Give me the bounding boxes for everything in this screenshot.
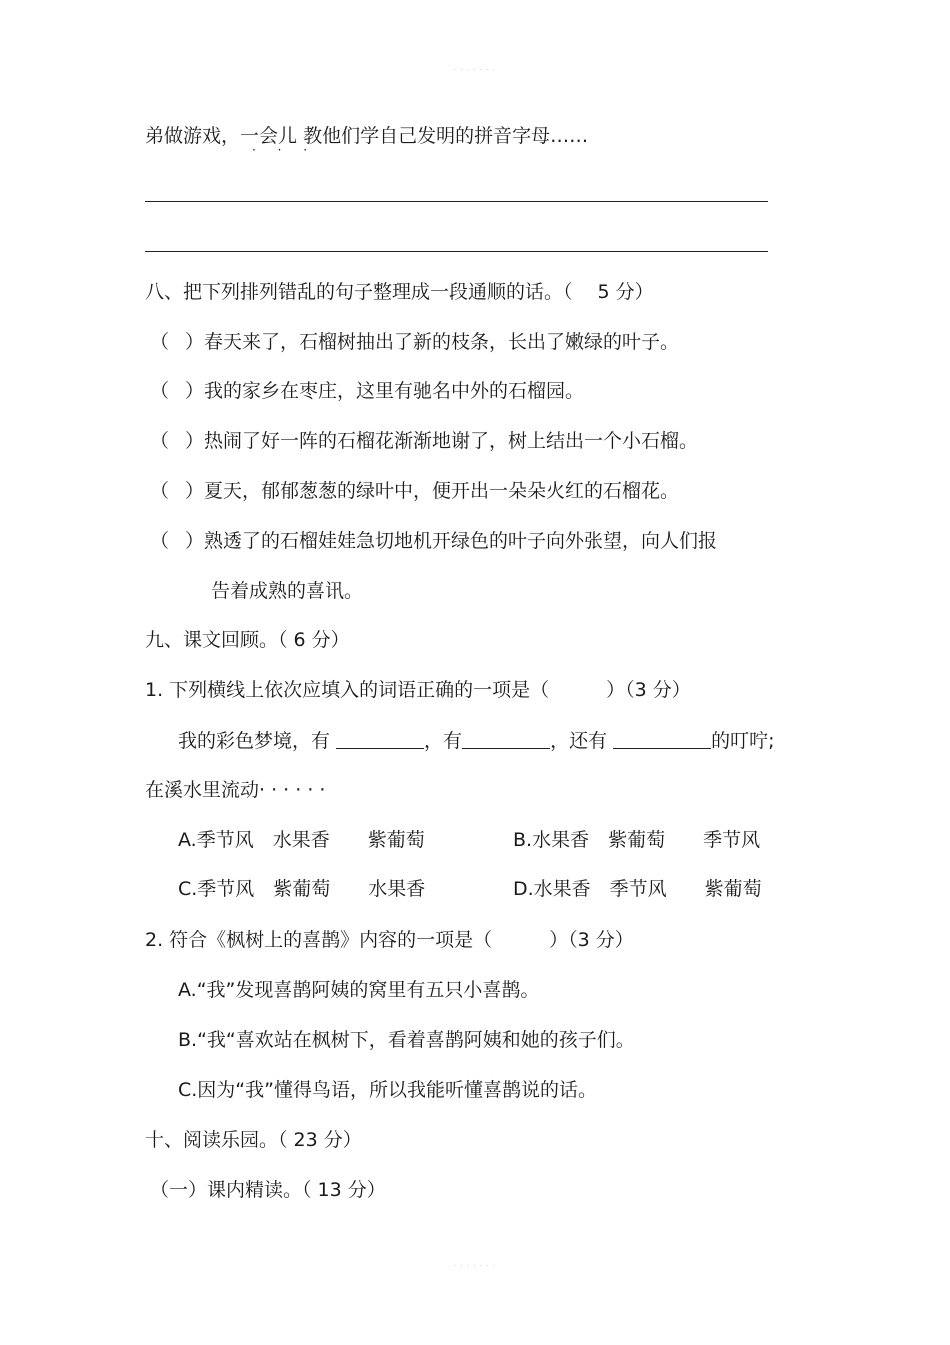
sentence-part: ，还有	[550, 730, 614, 752]
sentence-part: 我的彩色梦境，有	[178, 730, 337, 752]
header-dots: . . . . . . .	[454, 64, 496, 72]
sentence-item	[150, 529, 717, 553]
continued-sentence	[145, 124, 589, 157]
question-2-option-c[interactable]: C.因为“我”懂得鸟语，所以我能听懂喜鹊说的话。	[178, 1079, 597, 1101]
emphasis-word	[240, 124, 317, 157]
sentence-text: 我的家乡在枣庄，这里有驰名中外的石榴园。	[204, 380, 585, 402]
answer-line-2[interactable]	[145, 251, 768, 252]
sentence-item	[150, 379, 584, 403]
sentence-item	[150, 429, 698, 453]
question-1-option-a[interactable]: A.季节风 水果香 紫葡萄	[178, 829, 425, 851]
question-1-option-b[interactable]: B.水果香 紫葡萄 季节风	[513, 829, 761, 851]
sentence-part: 的叮咛;	[711, 730, 775, 752]
fill-blank-1[interactable]	[336, 728, 424, 749]
sentence-text: 夏天，郁郁葱葱的绿叶中，便开出一朵朵火红的石榴花。	[204, 480, 680, 502]
sentence-text: 熟透了的石榴娃娃急切地机开绿色的叶子向外张望，向人们报	[204, 530, 718, 552]
sentence-item	[150, 479, 679, 503]
question-2-stem: 2. 符合《枫树上的喜鹊》内容的一项是（ ）（3 分）	[145, 929, 634, 951]
order-paren-close: ）	[185, 430, 205, 452]
order-paren-close: ）	[185, 530, 205, 552]
section-9-title: 九、课文回顾。（ 6 分）	[145, 629, 350, 651]
section-8-title: 八、把下列排列错乱的句子整理成一段通顺的话。（ 5 分）	[145, 281, 654, 303]
order-paren-open: （	[150, 380, 170, 402]
emphasis-dots: · · ·	[252, 143, 317, 157]
question-1-sentence	[178, 728, 775, 753]
text-after: 教他们学自己发明的拼音字母……	[297, 125, 589, 147]
section-10-title: 十、阅读乐园。（ 23 分）	[145, 1129, 362, 1151]
sentence-text: 春天来了，石榴树抽出了新的枝条，长出了嫩绿的叶子。	[204, 331, 680, 353]
order-paren-close: ）	[185, 380, 205, 402]
emphasis-word-text: 一会儿	[240, 125, 298, 147]
sentence-continuation: 告着成熟的喜讯。	[211, 580, 364, 602]
order-paren-open: （	[150, 430, 170, 452]
fill-blank-2[interactable]	[462, 728, 550, 749]
sentence-part: ，有	[424, 730, 463, 752]
order-paren-open: （	[150, 331, 170, 353]
order-paren-close: ）	[185, 480, 205, 502]
question-1-sentence-line-2: 在溪水里流动· · · · · ·	[145, 779, 326, 801]
text-before: 弟做游戏，	[145, 125, 241, 147]
answer-line-1[interactable]	[145, 201, 768, 202]
sentence-text: 热闹了好一阵的石榴花渐渐地谢了，树上结出一个小石榴。	[204, 430, 699, 452]
footer-dots: . . . . . . .	[454, 1260, 496, 1268]
question-1-option-c[interactable]: C.季节风 紫葡萄 水果香	[178, 878, 426, 900]
question-1-option-d[interactable]: D.水果香 季节风 紫葡萄	[513, 878, 762, 900]
section-10-subsection-1: （一）课内精读。（ 13 分）	[150, 1179, 386, 1201]
order-paren-open: （	[150, 480, 170, 502]
fill-blank-3[interactable]	[613, 728, 711, 749]
sentence-item	[150, 330, 679, 354]
order-paren-close: ）	[185, 331, 205, 353]
question-2-option-b[interactable]: B.“我“喜欢站在枫树下，看着喜鹊阿姨和她的孩子们。	[178, 1029, 635, 1051]
question-1-stem: 1. 下列横线上依次应填入的词语正确的一项是（ ）（3 分）	[145, 679, 691, 701]
question-2-option-a[interactable]: A.“我”发现喜鹊阿姨的窝里有五只小喜鹊。	[178, 979, 540, 1001]
order-paren-open: （	[150, 530, 170, 552]
